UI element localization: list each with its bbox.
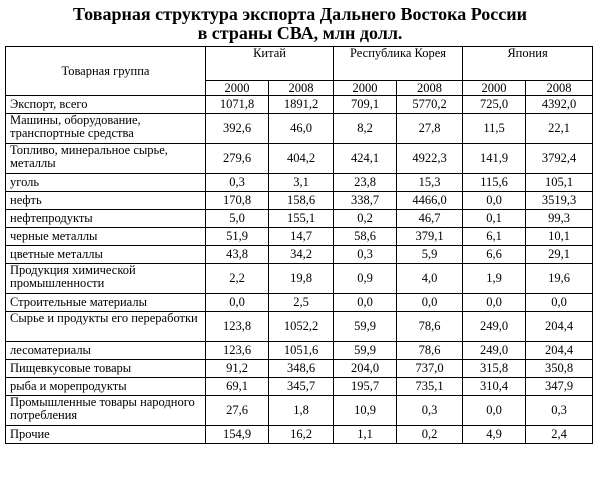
- value-cell: 2,4: [526, 426, 593, 444]
- value-cell: 0,0: [334, 294, 397, 312]
- value-cell: 170,8: [206, 192, 269, 210]
- value-cell: 315,8: [463, 360, 526, 378]
- value-cell: 392,6: [206, 114, 269, 144]
- table-row: [6, 246, 593, 264]
- header-country-japan: Япония: [463, 47, 593, 81]
- value-cell: 2,2: [206, 264, 269, 294]
- value-cell: 34,2: [269, 246, 334, 264]
- value-cell: 10,1: [526, 228, 593, 246]
- value-cell: 379,1: [397, 228, 463, 246]
- value-cell: 14,7: [269, 228, 334, 246]
- value-cell: 350,8: [526, 360, 593, 378]
- value-cell: 0,0: [463, 294, 526, 312]
- value-cell: 123,6: [206, 342, 269, 360]
- value-cell: 0,3: [206, 174, 269, 192]
- value-cell: 2,5: [269, 294, 334, 312]
- value-cell: 735,1: [397, 378, 463, 396]
- value-cell: 3519,3: [526, 192, 593, 210]
- value-cell: 709,1: [334, 96, 397, 114]
- value-cell: 249,0: [463, 342, 526, 360]
- value-cell: 91,2: [206, 360, 269, 378]
- table-row: [6, 294, 593, 312]
- header-year: 2000: [206, 81, 269, 96]
- value-cell: 3,1: [269, 174, 334, 192]
- value-cell: 204,0: [334, 360, 397, 378]
- header-year: 2000: [334, 81, 397, 96]
- table-row: [6, 360, 593, 378]
- value-cell: 78,6: [397, 342, 463, 360]
- value-cell: 29,1: [526, 246, 593, 264]
- value-cell: 0,1: [463, 210, 526, 228]
- value-cell: 43,8: [206, 246, 269, 264]
- table-body: [6, 96, 593, 444]
- value-cell: 158,6: [269, 192, 334, 210]
- value-cell: 27,8: [397, 114, 463, 144]
- table-row: [6, 426, 593, 444]
- value-cell: 204,4: [526, 342, 593, 360]
- value-cell: 59,9: [334, 342, 397, 360]
- row-label: уголь: [6, 174, 206, 192]
- value-cell: 0,3: [397, 396, 463, 426]
- value-cell: 5,0: [206, 210, 269, 228]
- value-cell: 0,3: [526, 396, 593, 426]
- value-cell: 1891,2: [269, 96, 334, 114]
- export-table: [5, 46, 593, 444]
- value-cell: 51,9: [206, 228, 269, 246]
- row-label: нефть: [6, 192, 206, 210]
- row-label: Сырье и продукты его переработки: [6, 312, 206, 342]
- value-cell: 424,1: [334, 144, 397, 174]
- row-label: Экспорт, всего: [6, 96, 206, 114]
- value-cell: 0,0: [463, 396, 526, 426]
- value-cell: 4392,0: [526, 96, 593, 114]
- value-cell: 27,6: [206, 396, 269, 426]
- row-label: Строительные материалы: [6, 294, 206, 312]
- value-cell: 404,2: [269, 144, 334, 174]
- table-row: [6, 192, 593, 210]
- value-cell: 154,9: [206, 426, 269, 444]
- header-year: 2000: [463, 81, 526, 96]
- value-cell: 0,0: [526, 294, 593, 312]
- table-row: [6, 96, 593, 114]
- title-line-1: Товарная структура экспорта Дальнего Востока России: [72, 4, 527, 24]
- value-cell: 5770,2: [397, 96, 463, 114]
- table-row: [6, 144, 593, 174]
- value-cell: 19,6: [526, 264, 593, 294]
- value-cell: 5,9: [397, 246, 463, 264]
- value-cell: 0,2: [334, 210, 397, 228]
- header-year: 2008: [526, 81, 593, 96]
- value-cell: 279,6: [206, 144, 269, 174]
- value-cell: 737,0: [397, 360, 463, 378]
- value-cell: 1051,6: [269, 342, 334, 360]
- table-row: [6, 264, 593, 294]
- document-title: [0, 0, 600, 46]
- header-year: 2008: [397, 81, 463, 96]
- value-cell: 347,9: [526, 378, 593, 396]
- row-label: нефтепродукты: [6, 210, 206, 228]
- value-cell: 1052,2: [269, 312, 334, 342]
- value-cell: 22,1: [526, 114, 593, 144]
- value-cell: 0,2: [397, 426, 463, 444]
- table-row: [6, 312, 593, 342]
- row-label: черные металлы: [6, 228, 206, 246]
- value-cell: 78,6: [397, 312, 463, 342]
- value-cell: 249,0: [463, 312, 526, 342]
- value-cell: 19,8: [269, 264, 334, 294]
- header-country-china: Китай: [206, 47, 334, 81]
- value-cell: 11,5: [463, 114, 526, 144]
- row-label: Промышленные товары народного потребления: [6, 396, 206, 426]
- value-cell: 0,0: [397, 294, 463, 312]
- value-cell: 4,0: [397, 264, 463, 294]
- value-cell: 58,6: [334, 228, 397, 246]
- table-row: [6, 210, 593, 228]
- value-cell: 1,8: [269, 396, 334, 426]
- title-line-2: в страны СВА, млн долл.: [197, 23, 403, 43]
- value-cell: 141,9: [463, 144, 526, 174]
- table-row: [6, 378, 593, 396]
- value-cell: 99,3: [526, 210, 593, 228]
- value-cell: 23,8: [334, 174, 397, 192]
- value-cell: 1071,8: [206, 96, 269, 114]
- table-row: [6, 342, 593, 360]
- value-cell: 4,9: [463, 426, 526, 444]
- value-cell: 15,3: [397, 174, 463, 192]
- value-cell: 1,1: [334, 426, 397, 444]
- header-group: Товарная группа: [6, 47, 206, 96]
- header-year: 2008: [269, 81, 334, 96]
- value-cell: 3792,4: [526, 144, 593, 174]
- value-cell: 123,8: [206, 312, 269, 342]
- value-cell: 0,0: [463, 192, 526, 210]
- table-row: [6, 174, 593, 192]
- row-label: Машины, оборудование, транспортные средства: [6, 114, 206, 144]
- value-cell: 59,9: [334, 312, 397, 342]
- table-row: [6, 114, 593, 144]
- header-country-korea: Республика Корея: [334, 47, 463, 81]
- value-cell: 0,3: [334, 246, 397, 264]
- row-label: Прочие: [6, 426, 206, 444]
- table-row: [6, 228, 593, 246]
- value-cell: 4922,3: [397, 144, 463, 174]
- value-cell: 115,6: [463, 174, 526, 192]
- value-cell: 204,4: [526, 312, 593, 342]
- value-cell: 69,1: [206, 378, 269, 396]
- value-cell: 310,4: [463, 378, 526, 396]
- value-cell: 16,2: [269, 426, 334, 444]
- value-cell: 105,1: [526, 174, 593, 192]
- value-cell: 46,7: [397, 210, 463, 228]
- value-cell: 348,6: [269, 360, 334, 378]
- value-cell: 345,7: [269, 378, 334, 396]
- value-cell: 10,9: [334, 396, 397, 426]
- value-cell: 4466,0: [397, 192, 463, 210]
- table-row: [6, 396, 593, 426]
- value-cell: 338,7: [334, 192, 397, 210]
- value-cell: 0,0: [206, 294, 269, 312]
- value-cell: 1,9: [463, 264, 526, 294]
- value-cell: 155,1: [269, 210, 334, 228]
- row-label: Топливо, минеральное сырье, металлы: [6, 144, 206, 174]
- row-label: рыба и морепродукты: [6, 378, 206, 396]
- value-cell: 8,2: [334, 114, 397, 144]
- value-cell: 0,9: [334, 264, 397, 294]
- value-cell: 725,0: [463, 96, 526, 114]
- row-label: Пищевкусовые товары: [6, 360, 206, 378]
- row-label: лесоматериалы: [6, 342, 206, 360]
- row-label: Продукция химической промышленности: [6, 264, 206, 294]
- value-cell: 6,6: [463, 246, 526, 264]
- value-cell: 6,1: [463, 228, 526, 246]
- value-cell: 46,0: [269, 114, 334, 144]
- row-label: цветные металлы: [6, 246, 206, 264]
- value-cell: 195,7: [334, 378, 397, 396]
